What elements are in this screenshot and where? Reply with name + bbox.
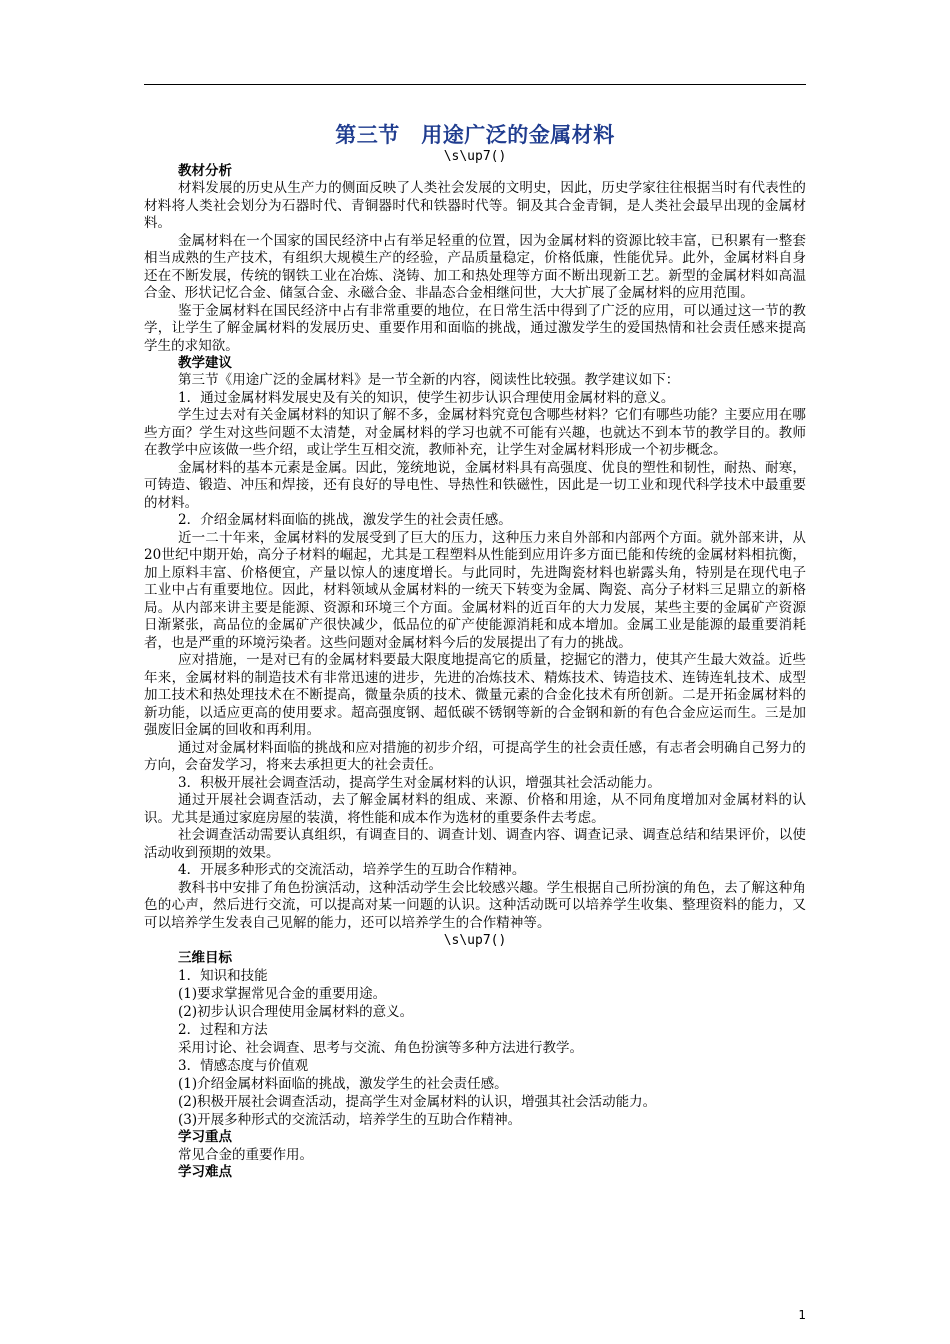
paragraph: 教科书中安排了角色扮演活动，这种活动学生会比较感兴趣。学生根据自己所扮演的角色，去了解这种角色的心声，然后进行交流，可以提高对某一问题的认识。这种活动既可以培养学生收集、整理资料的能力，又可以培养学生发表自己见解的能力，还可以培养学生的合作精神等。 [144,879,806,931]
section-heading-key-points: 学习重点 [178,1129,232,1145]
paragraph: 通过对金属材料面临的挑战和应对措施的初步介绍，可提高学生的社会责任感，有志者会明确自己努力的方向，会奋发学习，将来去承担更大的社会责任。 [144,739,806,773]
section-heading-analysis: 教材分析 [178,163,232,179]
document-body [144,163,806,1181]
paragraph: 学生过去对有关金属材料的知识了解不多，金属材料究竟包含哪些材料？它们有哪些功能？主要应用在哪些方面？学生对这些问题不太清楚，对金属材料的学习也就不可能有兴趣，也就达不到本节的教学目的。教师在教学中应该做一些介绍，或让学生互相交流，教师补充，让学生对金属材料形成一个初步概念。 [144,407,806,458]
section-heading-suggestions: 教学建议 [178,355,232,371]
paragraph: 4．开展多种形式的交流活动，培养学生的互助合作精神。 [178,862,526,878]
page-number: 1 [798,1308,806,1322]
paragraph: 1．通过金属材料发展史及有关的知识，使学生初步认识合理使用金属材料的意义。 [178,389,675,406]
paragraph: 金属材料的基本元素是金属。因此，笼统地说，金属材料具有高强度、优良的塑性和韧性，耐热、耐寒，可铸造、锻造、冲压和焊接，还有良好的导电性、导热性和铁磁性，因此是一切工业和现代科学技术中最重要的材料。 [144,459,806,511]
header-rule [144,84,806,85]
paragraph: 通过开展社会调查活动，去了解金属材料的组成、来源、价格和用途，从不同角度增加对金属材料的认识。尤其是通过家庭房屋的装潢，将性能和成本作为选材的重要条件去考虑。 [144,792,806,826]
goal-line: (1)要求掌握常见合金的重要用途。 [178,986,387,1002]
paragraph: 材料发展的历史从生产力的侧面反映了人类社会发展的文明史，因此，历史学家往往根据当时有代表性的材料将人类社会划分为石器时代、青铜器时代和铁器时代等。铜及其合金青铜，是人类社会最早出现的金属材料。 [144,180,806,231]
paragraph: 应对措施，一是对已有的金属材料要最大限度地提高它的质量，挖掘它的潜力，使其产生最大效益。近些年来，金属材料的制造技术有非常迅速的进步，先进的冶炼技术、精炼技术、铸造技术、连铸连轧技术、成型加工技术和热处理技术在不断提高，微量杂质的技术、微量元素的合金化技术有所创新。二是开拓金属材料的新功能，以适应更高的使用要求。超高强度钢、超低碳不锈钢等新的合金钢和新的有色合金应运而生。三是加强废旧金属的回收和再利用。 [144,652,806,738]
goal-line: (1)介绍金属材料面临的挑战，激发学生的社会责任感。 [178,1076,508,1092]
goal-line: 3．情感态度与价值观 [178,1058,309,1074]
page-title: 第三节 用途广泛的金属材料 [335,123,615,147]
goal-line: (2)初步认识合理使用金属材料的意义。 [178,1004,414,1020]
field-code: \s\up7() [443,149,507,164]
paragraph: 社会调查活动需要认真组织，有调查目的、调查计划、调查内容、调查记录、调查总结和结果评价，以使活动收到预期的效果。 [144,827,806,861]
paragraph: 2．介绍金属材料面临的挑战，激发学生的社会责任感。 [178,512,512,528]
goal-line: (2)积极开展社会调查活动，提高学生对金属材料的认识，增强其社会活动能力。 [178,1094,657,1110]
key-point-line: 常见合金的重要作用。 [178,1147,313,1163]
goal-line: 2．过程和方法 [178,1022,268,1038]
field-code: \s\up7() [443,933,507,948]
paragraph: 3．积极开展社会调查活动，提高学生对金属材料的认识，增强其社会活动能力。 [178,774,661,791]
paragraph: 近一二十年来，金属材料的发展受到了巨大的压力，这种压力来自外部和内部两个方面。就外部来讲，从20世纪中期开始，高分子材料的崛起，尤其是工程塑料从性能到应用许多方面已能和传统的金属材料相抗衡，加上原料丰富、价格便宜，产量以惊人的速度增长。与此同时，先进陶瓷材料也崭露头角，特别是在现代电子工业中占有重要地位。因此，材料领域从金属材料的一统天下转变为金属、陶瓷、高分子材料三足鼎立的新格局。从内部来讲主要是能源、资源和环境三个方面。金属材料的近百年的大力发展，某些主要的金属矿产资源日渐紧张，高品位的金属矿产很快减少，低品位的矿产使能源消耗和成本增加。金属工业是能源的最重要消耗者，也是严重的环境污染者。这些问题对金属材料今后的发展提出了有力的挑战。 [144,529,806,651]
section-heading-goals: 三维目标 [178,950,232,966]
goal-line: (3)开展多种形式的交流活动，培养学生的互助合作精神。 [178,1112,522,1128]
goal-line: 采用讨论、社会调查、思考与交流、角色扮演等多种方法进行教学。 [178,1040,583,1056]
section-heading-difficulties: 学习难点 [178,1164,232,1180]
paragraph: 金属材料在一个国家的国民经济中占有举足轻重的位置，因为金属材料的资源比较丰富，已积累有一整套相当成熟的生产技术，有组织大规模生产的经验，产品质量稳定，价格低廉，性能优异。此外，金属材料自身还在不断发展，传统的钢铁工业在冶炼、浇铸、加工和热处理等方面不断出现新工艺。新型的金属材料如高温合金、形状记忆合金、储氢合金、永磁合金、非晶态合金相继问世，大大扩展了金属材料的应用范围。 [144,232,806,301]
goal-line: 1．知识和技能 [178,968,268,984]
paragraph: 鉴于金属材料在国民经济中占有非常重要的地位，在日常生活中得到了广泛的应用，可以通过这一节的教学，让学生了解金属材料的发展历史、重要作用和面临的挑战，通过激发学生的爱国热情和社会责任感来提高学生的求知欲。 [144,302,806,354]
paragraph: 第三节《用途广泛的金属材料》是一节全新的内容，阅读性比较强。教学建议如下： [178,372,680,388]
